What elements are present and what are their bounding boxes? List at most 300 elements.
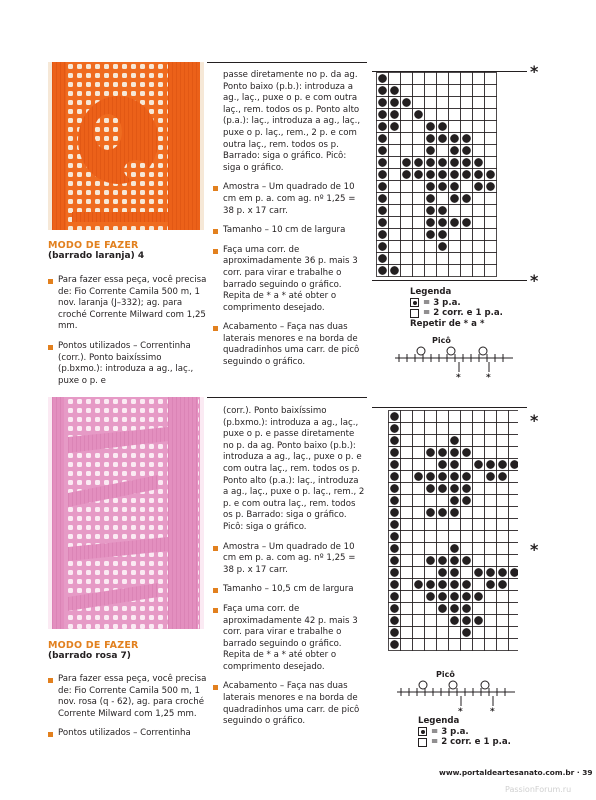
chart-cell (449, 531, 461, 543)
chart-cell (413, 145, 425, 157)
chart-cell (449, 253, 461, 265)
chart-cell (413, 495, 425, 507)
filled-stitch-mark (426, 484, 435, 493)
chart-cell (497, 495, 509, 507)
chart-cell (425, 265, 437, 277)
chart-cell (449, 265, 461, 277)
chart-cell (473, 639, 485, 651)
filled-stitch-mark (450, 472, 459, 481)
filled-stitch-mark (426, 170, 435, 179)
chart-cell (437, 423, 449, 435)
chart-cell (401, 85, 413, 97)
chart-cell (473, 435, 485, 447)
chart-cell (425, 241, 437, 253)
filled-stitch-mark (486, 170, 495, 179)
chart-cell (449, 85, 461, 97)
filled-stitch-mark (378, 230, 387, 239)
watermark: PassionForum.ru (505, 785, 572, 794)
chart-cell (473, 471, 485, 483)
chart-cell (425, 543, 437, 555)
chart-cell (449, 73, 461, 85)
chart-cell (485, 435, 497, 447)
filled-stitch-mark (390, 460, 399, 469)
filled-stitch-mark (390, 520, 399, 529)
chart-cell (485, 121, 497, 133)
legend-empty-text: = 2 corr. e 1 p.a. (423, 308, 503, 318)
chart-cell (473, 73, 485, 85)
filled-stitch-mark (438, 556, 447, 565)
chart-cell (425, 253, 437, 265)
filled-stitch-mark (378, 254, 387, 263)
chart-cell (401, 615, 413, 627)
filled-stitch-mark (450, 496, 459, 505)
chart-cell (485, 639, 497, 651)
filled-stitch-mark (450, 556, 459, 565)
chart-cell (485, 531, 497, 543)
filled-stitch-mark (402, 98, 411, 107)
instructions-col1 (48, 674, 208, 748)
chart-cell (473, 411, 485, 423)
chart-cell (473, 121, 485, 133)
filled-stitch-mark (450, 508, 459, 517)
chart-cell (461, 85, 473, 97)
chart-cell (401, 205, 413, 217)
chart-cell (425, 109, 437, 121)
filled-stitch-mark (450, 182, 459, 191)
filled-stitch-mark (402, 170, 411, 179)
chart-cell (389, 241, 401, 253)
filled-stitch-mark (486, 182, 495, 191)
chart-cell (485, 519, 497, 531)
chart-cell (485, 97, 497, 109)
chart-cell (413, 205, 425, 217)
filled-stitch-mark (426, 472, 435, 481)
chart-cell (461, 639, 473, 651)
chart-cell (473, 507, 485, 519)
chart-cell (401, 459, 413, 471)
chart-cell (473, 145, 485, 157)
chart-cell (509, 411, 519, 423)
chart-cell (401, 435, 413, 447)
filled-stitch-mark (378, 86, 387, 95)
filled-stitch-mark (450, 484, 459, 493)
chart-cell (485, 423, 497, 435)
filled-stitch-mark (378, 170, 387, 179)
chart-cell (413, 435, 425, 447)
chart-cell (473, 543, 485, 555)
filled-stitch-mark (414, 158, 423, 167)
legend-filled-text: = 3 p.a. (431, 726, 469, 737)
chart-cell (413, 253, 425, 265)
svg-text:*: * (456, 373, 461, 380)
filled-stitch-mark (390, 496, 399, 505)
chart-cell (485, 507, 497, 519)
legend-title: Legenda (410, 287, 452, 297)
filled-stitch-mark (462, 580, 471, 589)
chart-cell (449, 241, 461, 253)
filled-stitch-mark (426, 146, 435, 155)
chart-cell (497, 423, 509, 435)
chart-cell (509, 531, 519, 543)
chart-cell (461, 519, 473, 531)
chart-cell (485, 543, 497, 555)
filled-stitch-mark (390, 110, 399, 119)
chart-cell (473, 193, 485, 205)
filled-stitch-mark (438, 206, 447, 215)
chart-cell (413, 615, 425, 627)
chart-cell (509, 435, 519, 447)
chart-cell (413, 567, 425, 579)
chart-cell (497, 483, 509, 495)
chart-cell (401, 579, 413, 591)
filled-stitch-mark (498, 580, 507, 589)
filled-stitch-mark (390, 472, 399, 481)
chart-cell (389, 133, 401, 145)
filled-stitch-mark (462, 218, 471, 227)
chart-cell (485, 591, 497, 603)
instructions-col2 (213, 406, 366, 736)
chart-cell (401, 471, 413, 483)
filled-stitch-mark (390, 122, 399, 131)
chart-cell (437, 543, 449, 555)
chart-cell (413, 97, 425, 109)
chart-cell (497, 519, 509, 531)
heading-subtitle: (barrado laranja) 4 (48, 251, 145, 261)
filled-stitch-mark (486, 568, 495, 577)
pico-diagram (397, 678, 517, 714)
chart-cell (437, 531, 449, 543)
chart-cell (509, 591, 519, 603)
filled-stitch-mark (438, 230, 447, 239)
chart-cell (461, 241, 473, 253)
chart-cell (497, 411, 509, 423)
filled-stitch-mark (390, 580, 399, 589)
chart-cell (401, 603, 413, 615)
chart-cell (413, 217, 425, 229)
chart-cell (473, 423, 485, 435)
filled-stitch-mark (438, 242, 447, 251)
chart-cell (509, 471, 519, 483)
svg-text:*: * (490, 707, 495, 714)
legend-filled-row (410, 298, 503, 309)
filled-stitch-mark (498, 472, 507, 481)
chart-cell (473, 519, 485, 531)
filled-stitch-mark (426, 122, 435, 131)
chart-cell (413, 85, 425, 97)
filled-stitch-mark (450, 460, 459, 469)
project-pink (0, 395, 596, 795)
filled-stitch-mark (450, 616, 459, 625)
legend (410, 287, 503, 329)
chart-cell (413, 423, 425, 435)
filled-stitch-mark (474, 182, 483, 191)
chart-cell (485, 109, 497, 121)
chart-cell (413, 639, 425, 651)
legend-title: Legenda (418, 716, 460, 726)
filled-stitch-mark (486, 460, 495, 469)
chart-cell (425, 531, 437, 543)
repeat-star-icon: * (530, 411, 539, 430)
filled-stitch-mark (462, 496, 471, 505)
chart-cell (485, 495, 497, 507)
filled-stitch-mark (450, 568, 459, 577)
chart-cell (473, 603, 485, 615)
chart-cell (401, 181, 413, 193)
filled-stitch-mark (462, 556, 471, 565)
chart-cell (497, 435, 509, 447)
chart-cell (449, 423, 461, 435)
chart-cell (497, 447, 509, 459)
filled-stitch-mark (438, 170, 447, 179)
heading-title: MODO DE FAZER (48, 640, 139, 651)
filled-stitch-mark (438, 182, 447, 191)
filled-stitch-mark (378, 158, 387, 167)
chart-top-rule (372, 407, 527, 408)
chart-cell (509, 423, 519, 435)
filled-stitch-mark (438, 448, 447, 457)
chart-cell (401, 109, 413, 121)
chart-cell (401, 193, 413, 205)
chart-cell (401, 241, 413, 253)
chart-cell (401, 411, 413, 423)
chart-cell (413, 531, 425, 543)
chart-cell (413, 555, 425, 567)
filled-stitch-mark (426, 592, 435, 601)
legend-empty-text: = 2 corr. e 1 p.a. (431, 737, 511, 747)
chart-cell (461, 109, 473, 121)
chart-cell (413, 603, 425, 615)
chart-cell (509, 543, 519, 555)
filled-stitch-mark (462, 592, 471, 601)
chart-cell (485, 603, 497, 615)
filled-stitch-mark (450, 580, 459, 589)
filled-stitch-mark (390, 448, 399, 457)
filled-stitch-mark (438, 472, 447, 481)
heading-title: MODO DE FAZER (48, 240, 139, 251)
chart-cell (473, 205, 485, 217)
chart-cell (425, 627, 437, 639)
chart-cell (485, 145, 497, 157)
chart-cell (485, 627, 497, 639)
filled-stitch-mark (378, 266, 387, 275)
chart-cell (485, 217, 497, 229)
chart-cell (401, 253, 413, 265)
chart-cell (509, 555, 519, 567)
chart-cell (401, 495, 413, 507)
chart-cell (449, 109, 461, 121)
chart-cell (497, 555, 509, 567)
chart-cell (401, 555, 413, 567)
chart-cell (449, 627, 461, 639)
chart-cell (413, 193, 425, 205)
filled-stitch-mark (474, 616, 483, 625)
pico-label: Picô (436, 670, 455, 679)
filled-stitch-mark (390, 412, 399, 421)
chart-cell (473, 447, 485, 459)
chart-cell (485, 265, 497, 277)
filled-stitch-mark (450, 218, 459, 227)
chart-cell (461, 253, 473, 265)
orange-border-photo (48, 62, 204, 230)
filled-stitch-mark (486, 580, 495, 589)
filled-stitch-mark (390, 544, 399, 553)
filled-stitch-mark (438, 460, 447, 469)
materials-paragraph: Para fazer essa peça, você precisa de: Fio Corrente Camila 500 m, 1 nov. rosa (q - 62), ag. para croché Corrente Milward com 1,25 mm. (48, 674, 208, 720)
instructions-heading (48, 240, 144, 261)
chart-cell (461, 205, 473, 217)
stitches-paragraph: Pontos utilizados – Correntinha (corr.). Ponto baixíssimo (p.bxmo.): introduza a ag., laç., puxe o p. e (48, 341, 208, 387)
chart-cell (413, 627, 425, 639)
chart-cell (485, 241, 497, 253)
filled-stitch-mark (378, 218, 387, 227)
chart-cell (425, 603, 437, 615)
chart-cell (401, 639, 413, 651)
chart-cell (485, 447, 497, 459)
chart-cell (401, 265, 413, 277)
pico-label: Picô (432, 336, 451, 345)
size-paragraph: Tamanho – 10 cm de largura (213, 225, 366, 237)
filled-stitch-mark (474, 460, 483, 469)
chart-cell (413, 181, 425, 193)
chart-cell (389, 217, 401, 229)
chart-cell (413, 543, 425, 555)
chart-cell (401, 591, 413, 603)
chart-cell (401, 133, 413, 145)
chart-cell (485, 483, 497, 495)
chart-cell (461, 97, 473, 109)
chart-cell (509, 483, 519, 495)
svg-text:*: * (458, 707, 463, 714)
page-footer: www.portaldeartesanato.com.br · 39 (439, 768, 593, 777)
chart-grid (388, 410, 518, 660)
filled-stitch-mark (438, 592, 447, 601)
chart-cell (437, 253, 449, 265)
chart-cell (413, 519, 425, 531)
chart-cell (473, 483, 485, 495)
filled-stitch-mark (390, 556, 399, 565)
chart-cell (437, 193, 449, 205)
finishing-paragraph: Acabamento – Faça nas duas laterais menores e na borda de quadradinhos uma carr. de picô seguindo o gráfico. (213, 681, 366, 727)
filled-stitch-mark (450, 194, 459, 203)
filled-stitch-mark (378, 110, 387, 119)
chart-cell (473, 85, 485, 97)
filled-stitch-mark (390, 266, 399, 275)
chart-cell (425, 567, 437, 579)
filled-stitch-mark (378, 146, 387, 155)
repeat-note: Repetir de * a * (410, 318, 485, 329)
filled-stitch-mark (378, 194, 387, 203)
chart-cell (461, 229, 473, 241)
filled-stitch-mark (426, 580, 435, 589)
chart-cell (509, 519, 519, 531)
chart-cell (401, 507, 413, 519)
filled-stitch-mark (450, 146, 459, 155)
chart-cell (413, 73, 425, 85)
chart-cell (401, 483, 413, 495)
filled-stitch-mark (378, 122, 387, 131)
chart-cell (449, 639, 461, 651)
chart-cell (389, 181, 401, 193)
filled-stitch-mark (450, 170, 459, 179)
chart-cell (497, 507, 509, 519)
chart-cell (437, 73, 449, 85)
repeat-star-icon: * (530, 62, 539, 81)
filled-stitch-mark (462, 158, 471, 167)
chart-cell (473, 555, 485, 567)
chart-cell (497, 639, 509, 651)
sample-paragraph: Amostra – Um quadrado de 10 cm em p. a. com ag. nº 1,25 = 38 p. x 17 carr. (213, 182, 366, 217)
filled-stitch-mark (390, 98, 399, 107)
filled-stitch-mark (498, 460, 507, 469)
chart-cell (449, 411, 461, 423)
chart-cell (473, 241, 485, 253)
chart-cell (449, 229, 461, 241)
chart-cell (425, 85, 437, 97)
filled-stitch-mark (438, 134, 447, 143)
legend-empty-row (418, 737, 511, 748)
filled-stitch-mark (438, 122, 447, 131)
chart-cell (497, 615, 509, 627)
chart-cell (485, 205, 497, 217)
chart-cell (473, 109, 485, 121)
filled-stitch-mark (462, 134, 471, 143)
chart-cell (449, 519, 461, 531)
chart-cell (461, 73, 473, 85)
chart-cell (389, 73, 401, 85)
chart-cell (425, 615, 437, 627)
chart-cell (389, 253, 401, 265)
filled-stitch-mark (450, 134, 459, 143)
filled-stitch-mark (378, 182, 387, 191)
chart-cell (413, 121, 425, 133)
chart-cell (413, 459, 425, 471)
filled-stitch-mark (450, 604, 459, 613)
chart-cell (401, 145, 413, 157)
filled-stitch-mark (450, 158, 459, 167)
chart-cell (413, 447, 425, 459)
sample-paragraph: Amostra – Um quadrado de 10 cm em p. a. com ag. nº 1,25 = 38 p. x 17 carr. (213, 542, 366, 577)
chart-cell (389, 145, 401, 157)
chart-cell (497, 543, 509, 555)
filled-stitch-mark (426, 218, 435, 227)
empty-square-icon (410, 309, 419, 318)
chart-cell (449, 205, 461, 217)
filled-stitch-mark (426, 182, 435, 191)
filled-stitch-mark (474, 158, 483, 167)
filled-stitch-mark (438, 580, 447, 589)
chart-cell (485, 157, 497, 169)
repeat-star-icon: * (530, 271, 539, 290)
chart-cell (425, 459, 437, 471)
chart-cell (473, 531, 485, 543)
legend-filled-row (418, 727, 511, 738)
filled-stitch-mark (438, 568, 447, 577)
filled-stitch-mark (390, 436, 399, 445)
size-paragraph: Tamanho – 10,5 cm de largura (213, 584, 366, 596)
filled-stitch-mark (450, 544, 459, 553)
chart-cell (473, 217, 485, 229)
header-rule (207, 397, 367, 398)
chart-cell (401, 627, 413, 639)
chart-cell (437, 109, 449, 121)
filled-stitch-mark (426, 134, 435, 143)
chart-bottom-rule (372, 280, 527, 281)
legend-filled-text: = 3 p.a. (423, 297, 461, 308)
chart-cell (401, 531, 413, 543)
pico-diagram (395, 344, 515, 380)
filled-stitch-mark (474, 170, 483, 179)
chart-cell (401, 217, 413, 229)
